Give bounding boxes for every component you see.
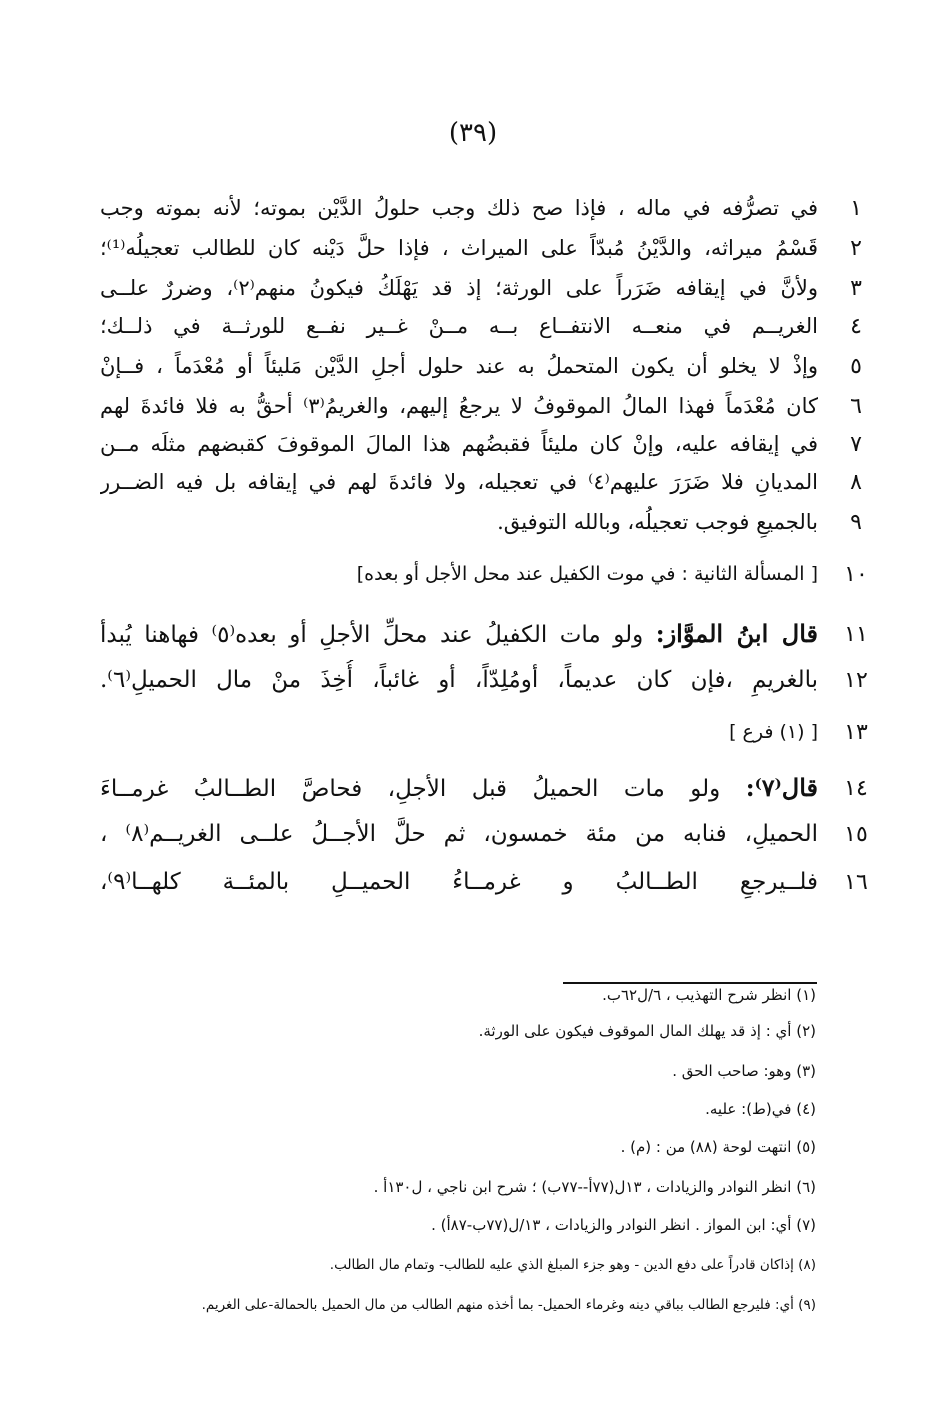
text-line-15 [100, 814, 886, 854]
line-number: ٩ [850, 509, 862, 535]
footnote-4: (٤) في(ط): عليه. [705, 1100, 816, 1118]
footnote-1: (١) انظر شرح التهذيب ، ٦/ل٦٢ب. [602, 986, 816, 1004]
text-line-2 [100, 228, 886, 268]
text-line-1 [100, 188, 886, 228]
line-number: ١٦ [844, 869, 868, 895]
line-text: كان مُعْدَماً فهذا المالُ الموقوفُ لا يرجعُ إليهم، والغريمُ⁽٣⁾ أحقُّ به فلا فائدةَ لهم [100, 394, 818, 418]
line-text [100, 768, 826, 809]
line-text: بالغريمِ ،فإن كان عديماً، أومُلِدّاً، أو غائباً، أُخِذَ منْ مال الحميلِ⁽٦⁾. [100, 667, 818, 693]
line-text: المديانِ فلا ضَرَرَ عليهم⁽٤⁾ في تعجيله، ولا فائدةَ لهم في إيقافه بل فيه الضــرر [100, 470, 818, 494]
text-line-9 [100, 502, 886, 542]
text-line-12 [100, 660, 886, 700]
line-text: وإذْ لا يخلو أن يكون المتحملُ به عند حلول أجلِ الدَّيْن مَليئاً أو مُعْدَماً ، فــإنْ [100, 354, 818, 378]
line-number: ٥ [850, 353, 862, 379]
line-number: ٧ [850, 431, 862, 457]
branch-heading: [ (١) فرع ] [729, 721, 818, 743]
text-line-16 [100, 862, 886, 902]
line-number: ٤ [850, 313, 862, 339]
line-number: ٨ [850, 469, 862, 495]
line-text: بالجميعِ فوجب تعجيلُه، وبالله التوفيق. [497, 510, 818, 534]
text-line-4 [100, 306, 886, 346]
footnote-2: (٢) أي : إذ قد يهلك المال الموقوف فيكون على الورثة. [478, 1022, 816, 1040]
speaker-lead: قال ابنُ الموَّاز: [655, 618, 818, 648]
line-text: فلــيرجعِ الطــالبُ و غرمــاءُ الحميــلِ بالمئــة كلهــا⁽٩⁾، [100, 869, 818, 895]
line-body: ولو مات الكفيلُ عند محلِّ الأجلِ أو بعده⁽٥⁾ فهاهنا يُبدأ [100, 621, 656, 648]
line-number: ١١ [844, 621, 868, 647]
line-number: ١٤ [844, 775, 868, 801]
section-heading-line [100, 554, 886, 594]
line-text: الحميلِ، فنابه من مئة خمسون، ثم حلَّ الأجــلُ علــى الغريــم⁽٨⁾ ، [100, 821, 818, 847]
footnote-8: (٨) إذاكان قادراً على دفع الدين - وهو جزء المبلغ الذي عليه للطالب- وتمام مال الطالب. [329, 1257, 816, 1273]
text-line-5 [100, 346, 886, 386]
text-line-7 [100, 424, 886, 464]
line-text: ولأنَّ في إيقافه ضَرَراً على الورثة؛ إذ قد يَهْلَكُ فيكونُ منهم⁽٢⁾، وضررٌ علــى [100, 276, 819, 300]
line-number: ١٣ [844, 719, 868, 745]
speaker-lead: قال⁽٧⁾: [745, 772, 818, 802]
text-line-8 [100, 462, 886, 502]
line-number: ٦ [850, 393, 862, 419]
branch-heading-line [100, 712, 886, 752]
line-text: الغريــم في منعــه الانتفــاع بــه مــنْ غــير نفــع للورثــة في ذلــك؛ [100, 314, 818, 338]
line-number: ٢ [850, 235, 862, 261]
footnote-3: (٣) وهو: صاحب الحق . [672, 1062, 816, 1080]
line-text: قَسْمُ ميراثه، والدَّيْنُ مُبدّاً على الميراث ، فإذا حلَّ دَيْنه كان للطالب تعجيلُه⁽¹⁾؛ [100, 236, 818, 260]
line-number: ١٠ [844, 561, 868, 587]
page-number: (٣٩) [448, 118, 498, 148]
footnote-6: (٦) انظر النوادر والزيادات ، ١٣ل(٧٧أ--٧٧ب) ؛ شرح ابن ناجي ، ل١٣٠أ . [373, 1178, 816, 1196]
line-body: ولو مات الحميلُ قبل الأجلِ، فحاصَّ الطــالبُ غرمــاءَ [100, 775, 746, 802]
line-number: ١٥ [844, 821, 868, 847]
line-number: ٣ [850, 275, 862, 301]
footnote-7: (٧) أي: ابن المواز . انظر النوادر والزيادات ، ١٣/ل(٧٧ب-٨٧أ) . [431, 1216, 816, 1234]
text-line-3 [100, 268, 886, 308]
line-text [100, 614, 826, 655]
footnote-9: (٩) أي: فليرجع الطالب بباقي دينه وغرماء الحميل- بما أخذه منهم الطالب من مال الحميل بالحمالة-على الغريم. [201, 1297, 816, 1313]
footnote-5: (٥) انتهت لوحة (٨٨) من : (م) . [620, 1138, 816, 1156]
text-line-6 [100, 386, 886, 426]
text-line-11 [100, 614, 886, 654]
line-text: في تصرُّفه في ماله ، فإذا صح ذلك وجب حلولُ الدَّيْن بموته؛ لأنه بموته وجب [100, 196, 818, 220]
line-text: في إيقافه عليه، وإنْ كان مليئاً فقبضُهم هذا المالَ الموقوفَ كقبضهم مثلَه مــن [100, 432, 818, 456]
section-heading: [ المسألة الثانية : في موت الكفيل عند محل الأجل أو بعده] [356, 563, 818, 585]
text-line-14 [100, 768, 886, 808]
line-number: ١ [850, 195, 862, 221]
line-number: ١٢ [844, 667, 868, 693]
